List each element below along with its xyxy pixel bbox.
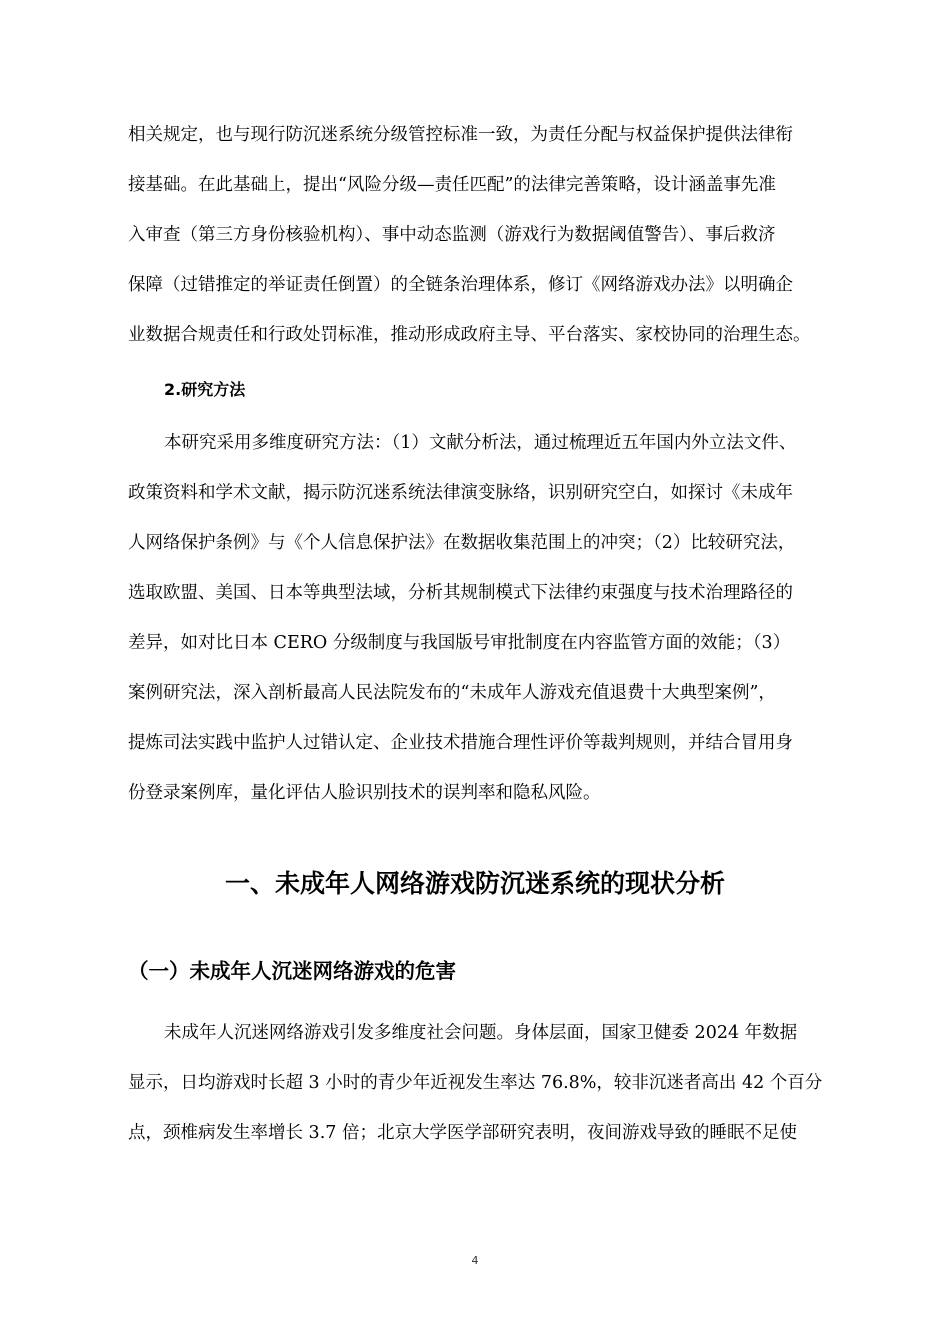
text-line: 点，颈椎病发生率增长 3.7 倍；北京大学医学部研究表明，夜间游戏导致的睡眠不足使: [128, 1123, 797, 1143]
paragraph-research-methods: [128, 418, 868, 818]
text-line: 本研究采用多维度研究方法：（1）文献分析法，通过梳理近五年国内外立法文件、: [164, 433, 797, 453]
text-line: 相关规定，也与现行防沉迷系统分级管控标准一致，为责任分配与权益保护提供法律衔: [128, 125, 793, 145]
paragraph-legal-strategy: [128, 110, 868, 360]
paragraph-harms: [128, 1008, 868, 1158]
text-line: 未成年人沉迷网络游戏引发多维度社会问题。身体层面，国家卫健委 2024 年数据: [164, 1023, 798, 1043]
text-line: 入审查（第三方身份核验机构）、事中动态监测（游戏行为数据阈值警告）、事后救济: [128, 225, 776, 245]
chapter-title: 一、未成年人网络游戏防沉迷系统的现状分析: [224, 869, 725, 898]
text-line: 选取欧盟、美国、日本等典型法域，分析其规制模式下法律约束强度与技术治理路径的: [128, 583, 793, 603]
text-line: 案例研究法，深入剖析最高人民法院发布的“未成年人游戏充值退费十大典型案例”，: [128, 683, 776, 703]
text-line: 业数据合规责任和行政处罚标准，推动形成政府主导、平台落实、家校协同的治理生态。: [128, 325, 811, 345]
text-line: 人网络保护条例》与《个人信息保护法》在数据收集范围上的冲突；（2）比较研究法，: [128, 533, 796, 553]
page-number: 4: [471, 1254, 479, 1267]
section-title: （一）未成年人沉迷网络游戏的危害: [128, 959, 456, 983]
text-line: 显示，日均游戏时长超 3 小时的青少年近视发生率达 76.8%，较非沉迷者高出 42 个百分: [128, 1073, 823, 1093]
text-line: 提炼司法实践中监护人过错认定、企业技术措施合理性评价等裁判规则，并结合冒用身: [128, 733, 793, 753]
text-line: 保障（过错推定的举证责任倒置）的全链条治理体系，修订《网络游戏办法》以明确企: [128, 275, 793, 295]
sub-heading-research-methods: 2.研究方法: [164, 380, 246, 399]
text-line: 接基础。在此基础上，提出“风险分级—责任匹配”的法律完善策略，设计涵盖事先准: [128, 175, 776, 195]
text-line: 政策资料和学术文献，揭示防沉迷系统法律演变脉络，识别研究空白，如探讨《未成年: [128, 483, 793, 503]
text-line: 份登录案例库，量化评估人脸识别技术的误判率和隐私风险。: [128, 783, 601, 803]
text-line: 差异，如对比日本 CERO 分级制度与我国版号审批制度在内容监管方面的效能；（3）: [128, 633, 791, 653]
